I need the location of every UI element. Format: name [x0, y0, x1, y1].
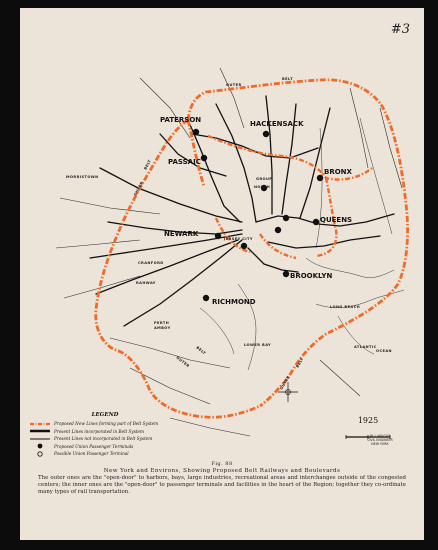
credit-line: W. J. WILGUS: [369, 434, 391, 438]
legend: [30, 412, 180, 458]
legend-text: Present Lines not incorporated in Belt System: [54, 436, 153, 442]
credit-line: CIVIL ENGINEER: [367, 438, 393, 442]
place-label: PATERSON: [160, 116, 202, 124]
place-labels: [160, 116, 353, 306]
terminal-hackensack: [263, 131, 269, 137]
shoreline: [200, 118, 404, 370]
minor-label: CRANFORD: [138, 261, 164, 265]
minor-label: PERTH: [154, 321, 170, 325]
terminal-manhattan: [283, 215, 289, 221]
place-label: BROOKLYN: [290, 272, 333, 280]
terminal-bronx: [317, 175, 323, 181]
figure-description: The outer ones are the "open-door" to harbors, bays, large industries, recreational areas and interchanges outside of the congested centers; the inner ones are the "open-door" to passenger terminals and facilities in the heart of the Region; together they co-ordinate many types of rail transportation.: [38, 475, 406, 495]
belt-label: OUTER: [133, 180, 145, 197]
minor-label: NORTH: [254, 185, 271, 189]
belt-label: OUTER: [226, 83, 242, 87]
minor-label: MORRISTOWN: [66, 175, 99, 179]
belt-label: BELT: [282, 77, 293, 81]
terminal-hudson: [275, 227, 281, 233]
terminal-queens: [313, 219, 319, 225]
terminal-paterson: [193, 129, 199, 135]
outer-belt-route: [96, 80, 408, 418]
union-terminal-icon: [30, 443, 50, 449]
minor-label: OCEAN: [376, 349, 392, 353]
place-label: NEWARK: [164, 230, 199, 238]
corner-note: #3: [390, 22, 410, 37]
minor-label: LOWER BAY: [244, 343, 272, 347]
belt-railway-map: [20, 8, 424, 458]
present-lines-not-incorporated-icon: [30, 436, 50, 442]
legend-item: [30, 443, 180, 451]
minor-label: LONG BEACH: [330, 305, 361, 309]
belt-label: OUTER: [175, 355, 191, 369]
place-label: RICHMOND: [212, 298, 256, 306]
place-label: JERSEY CITY: [224, 237, 253, 241]
legend-item: [30, 420, 180, 428]
legend-item: [30, 428, 180, 436]
secondary-lines: [56, 68, 402, 436]
legend-item: [30, 450, 180, 458]
terminal-richmond: [203, 295, 209, 301]
present-lines-incorporated-icon: [30, 428, 50, 434]
legend-text: Proposed New Lines forming part of Belt System: [54, 421, 159, 427]
belt-label: BELT: [195, 345, 207, 356]
place-label: BRONX: [324, 168, 352, 176]
legend-text: Proposed Union Passenger Terminals: [54, 443, 134, 449]
proposed-new-lines-icon: [30, 421, 50, 427]
figure-number: Fig. 88: [211, 461, 233, 467]
minor-label: ATLANTIC: [354, 345, 377, 349]
place-label: QUEENS: [320, 216, 353, 224]
minor-label: GROUP: [256, 177, 273, 181]
place-label: HACKENSACK: [250, 120, 304, 128]
map-page: [20, 8, 424, 540]
legend-text: Possible Union Passenger Terminal: [54, 451, 129, 457]
terminal-newark: [215, 233, 221, 239]
figure-caption: [38, 461, 406, 496]
legend-text: Present Lines incorporated in Belt System: [54, 428, 144, 434]
terminal-jersey-city: [241, 243, 247, 249]
legend-title: LEGEND: [91, 412, 119, 418]
minor-label: AMBOY: [154, 326, 171, 330]
terminal-passaic: [201, 155, 207, 161]
legend-item: [30, 435, 180, 443]
belt-label: BELT: [143, 158, 153, 171]
belt-label: OUTER: [279, 374, 291, 391]
terminal-brooklyn: [283, 271, 289, 277]
minor-label: RAHWAY: [136, 281, 156, 285]
engineer-credit: [360, 434, 400, 446]
belt-label: BELT: [295, 357, 305, 369]
credit-line: NEW YORK: [371, 442, 389, 446]
figure-title: New York and Environs, Showing Proposed Belt Railways and Boulevards: [103, 468, 341, 474]
place-label: PASSAIC: [168, 158, 201, 166]
possible-terminal-icon: [30, 451, 50, 457]
scale-year: 1925: [357, 416, 379, 425]
